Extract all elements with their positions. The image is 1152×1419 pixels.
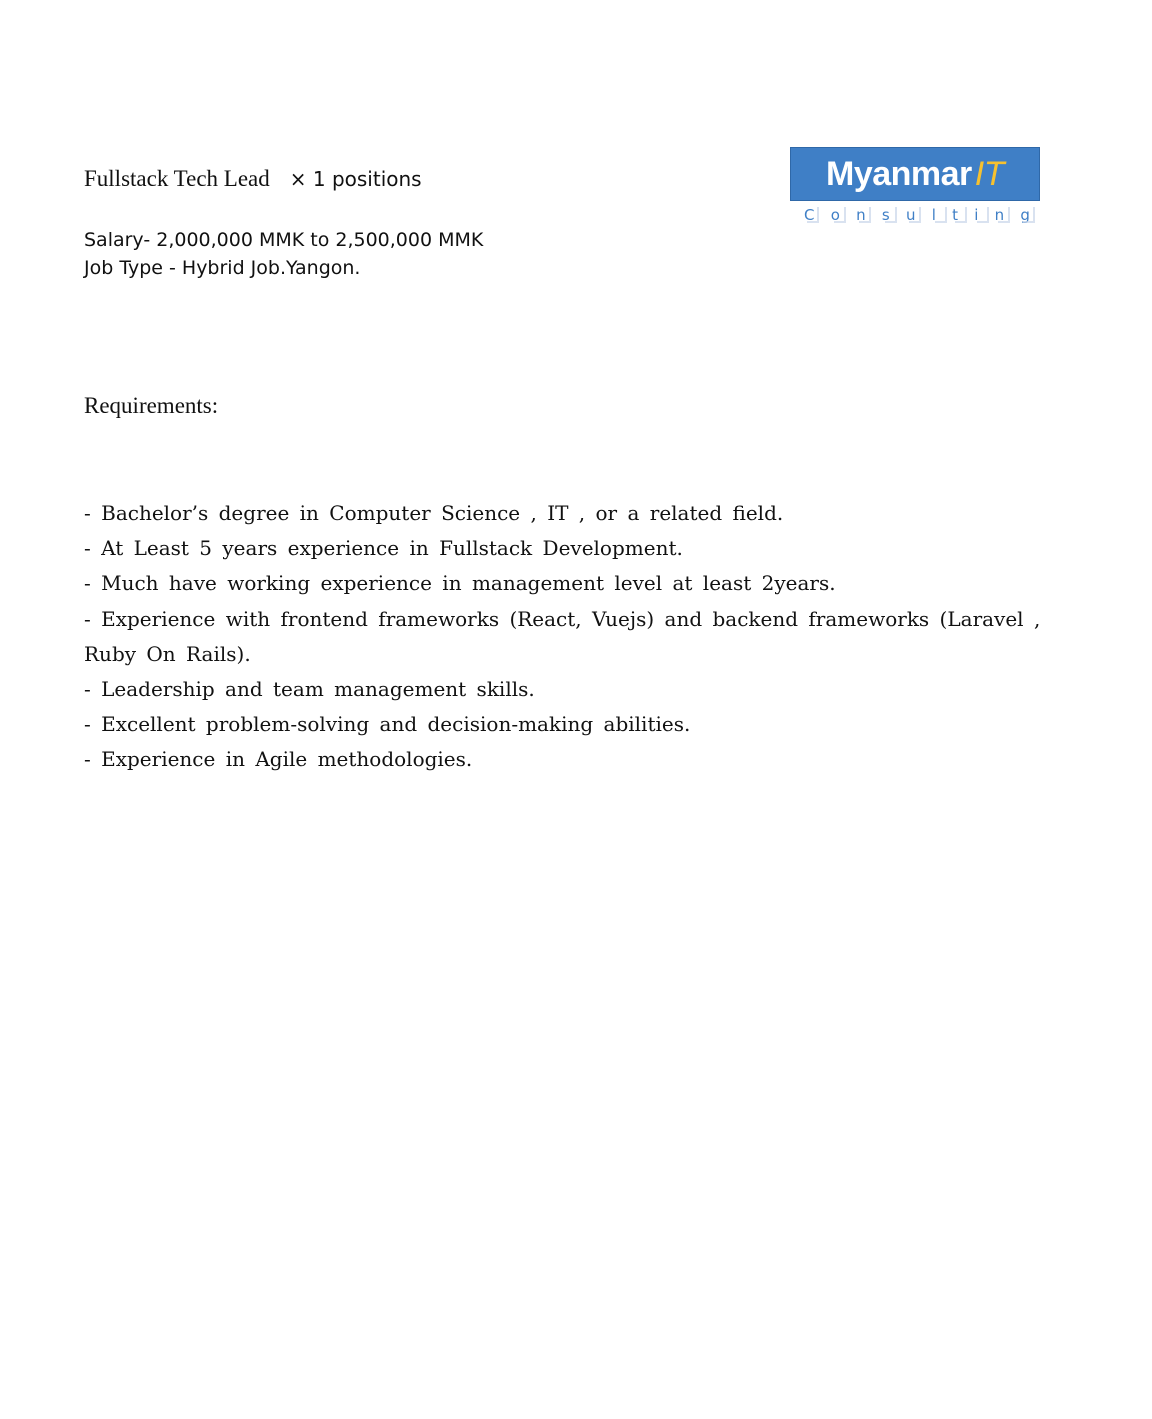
- requirement-line: - At Least 5 years experience in Fullstack Development.: [84, 536, 683, 561]
- company-logo: [790, 147, 1040, 230]
- logo-brand-word: Myanmar: [826, 154, 972, 193]
- logo-sub-letter: t: [952, 206, 958, 224]
- positions-count: × 1 positions: [289, 167, 422, 191]
- logo-sub-letter: s: [881, 206, 890, 224]
- logo-main-text: [826, 155, 1004, 194]
- requirement-line: Ruby On Rails).: [84, 641, 251, 666]
- requirements-list: [84, 496, 1064, 778]
- salary-line: Salary- 2,000,000 MMK to 2,500,000 MMK: [84, 229, 484, 251]
- logo-box: [790, 147, 1040, 201]
- logo-sub-letter: g: [1020, 206, 1030, 224]
- requirement-line: - Leadership and team management skills.: [84, 677, 535, 702]
- job-type-line: Job Type - Hybrid Job.Yangon.: [84, 257, 361, 279]
- requirement-line: - Much have working experience in management level at least 2years.: [84, 571, 836, 596]
- logo-sub-letter: l: [931, 206, 936, 224]
- logo-sub-letter: i: [974, 206, 979, 224]
- logo-sub-letter: u: [905, 206, 916, 224]
- requirement-line: - Excellent problem-solving and decision-making abilities.: [84, 712, 691, 737]
- requirement-line: - Bachelor’s degree in Computer Science , IT , or a related field.: [84, 501, 784, 525]
- requirement-line: - Experience with frontend frameworks (React, Vuejs) and backend frameworks (Laravel ,: [84, 606, 1041, 631]
- logo-subtitle: [804, 203, 1030, 227]
- logo-sub-letter: n: [994, 206, 1005, 224]
- logo-sub-letter: o: [830, 206, 840, 224]
- logo-sub-letter: n: [856, 206, 866, 224]
- requirements-heading: Requirements:: [84, 393, 219, 418]
- requirement-line: - Experience in Agile methodologies.: [84, 747, 473, 772]
- logo-sub-letter: C: [804, 206, 815, 224]
- job-title-row: [84, 166, 422, 192]
- logo-accent-text: IT: [974, 154, 1004, 193]
- job-title: Fullstack Tech Lead: [84, 166, 270, 191]
